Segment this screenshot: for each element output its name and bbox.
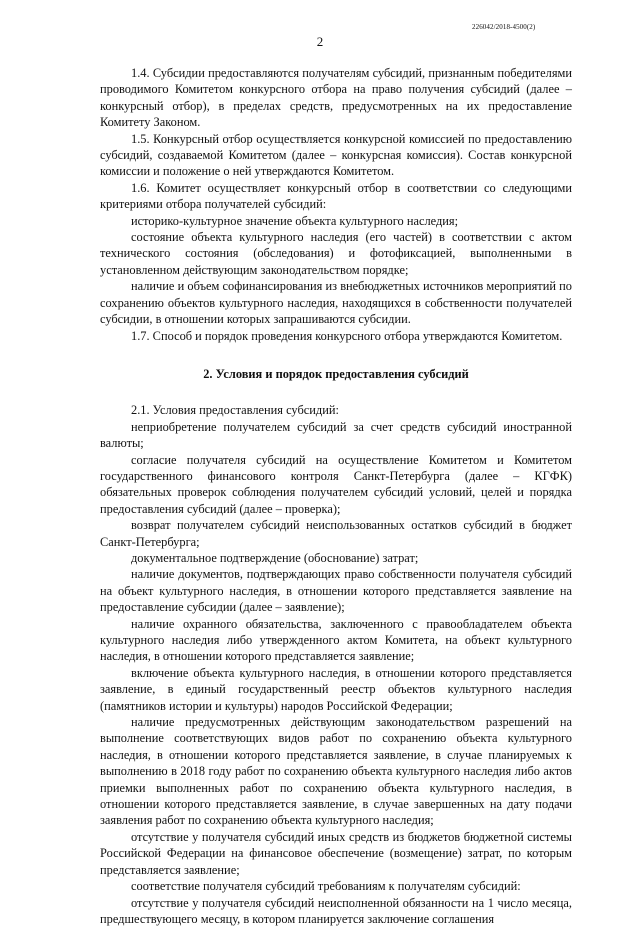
paragraph-1-7: 1.7. Способ и порядок проведения конкурсного отбора утверждаются Комитетом. <box>100 328 572 344</box>
condition-item: возврат получателем субсидий неиспользованных остатков субсидий в бюджет Санкт-Петербурга; <box>100 517 572 550</box>
condition-item: наличие предусмотренных действующим законодательством разрешений на выполнение соответствующих видов работ по сохранению объекта культурного наследия, в отношении которого представляется заявление, в случае планируемых к выполнению в 2018 году работ по сохранению объекта культурного наследия либо актов приемки выполненных работ по сохранению объекта культурного наследия, в отношении которого представляется заявление, в случае завершенных на дату подачи заявления работ по сохранению объекта культурного наследия; <box>100 714 572 829</box>
condition-item: согласие получателя субсидий на осуществление Комитетом и Комитетом государственного финансового контроля Санкт-Петербурга (далее – КГФК) обязательных проверок соблюдения получателем субсидий условий, целей и порядка предоставления субсидий (далее – проверка); <box>100 452 572 518</box>
document-id: 226042/2018-4500(2) <box>472 23 535 31</box>
condition-item: включение объекта культурного наследия, в отношении которого представляется заявление, в единый государственный реестр объектов культурного наследия (памятников истории и культуры) народов Российской Федерации; <box>100 665 572 714</box>
document-body <box>100 65 572 927</box>
paragraph-1-4: 1.4. Субсидии предоставляются получателям субсидий, признанным победителями проводимого Комитетом конкурсного отбора на право получения субсидий (далее – конкурсный отбор), в пределах средств, предусмотренных на их предоставление Комитету Законом. <box>100 65 572 131</box>
criterion-item: наличие и объем софинансирования из внебюджетных источников мероприятий по сохранению объектов культурного наследия, находящихся в собственности получателей субсидии, в отношении которых запрашиваются субсидии. <box>100 278 572 327</box>
page-number: 2 <box>0 34 640 50</box>
paragraph-1-5: 1.5. Конкурсный отбор осуществляется конкурсной комиссией по предоставлению субсидий, создаваемой Комитетом (далее – конкурсная комиссия). Состав конкурсной комиссии и положение о ней утверждаются Комитетом. <box>100 131 572 180</box>
condition-item: отсутствие у получателя субсидий иных средств из бюджетов бюджетной системы Российской Федерации на финансовое обеспечение (возмещение) затрат, по которым представляется заявление; <box>100 829 572 878</box>
condition-item: отсутствие у получателя субсидий неисполненной обязанности на 1 число месяца, предшествующего месяцу, в котором планируется заключение соглашения <box>100 895 572 927</box>
condition-item: наличие документов, подтверждающих право собственности получателя субсидий на объект культурного наследия, в отношении которого представляется заявление на предоставление субсидии (далее – заявление); <box>100 566 572 615</box>
criterion-item: состояние объекта культурного наследия (его частей) в соответствии с актом технического состояния (обследования) и фотофиксацией, выполненными в установленном действующим законодательством порядке; <box>100 229 572 278</box>
condition-item: наличие охранного обязательства, заключенного с правообладателем объекта культурного наследия либо утвержденного актом Комитета, на объект культурного наследия, в отношении которого представляется заявление; <box>100 616 572 665</box>
criterion-item: историко-культурное значение объекта культурного наследия; <box>100 213 572 229</box>
condition-item: документальное подтверждение (обоснование) затрат; <box>100 550 572 566</box>
section-heading: 2. Условия и порядок предоставления субсидий <box>100 366 572 382</box>
paragraph-1-6: 1.6. Комитет осуществляет конкурсный отбор в соответствии со следующими критериями отбора получателей субсидий: <box>100 180 572 213</box>
condition-item: неприобретение получателем субсидий за счет средств субсидий иностранной валюты; <box>100 419 572 452</box>
condition-item: соответствие получателя субсидий требованиям к получателям субсидий: <box>100 878 572 894</box>
paragraph-2-1: 2.1. Условия предоставления субсидий: <box>100 402 572 418</box>
